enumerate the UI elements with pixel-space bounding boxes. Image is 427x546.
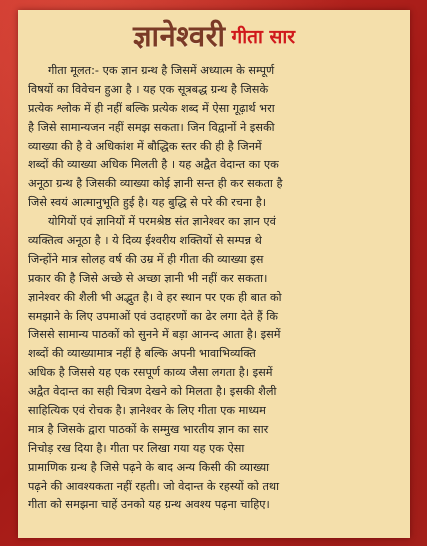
text-line: जिन्होंने मात्र सोलह वर्ष की उम्र में ही गीता की व्याख्या इस [28,252,264,266]
text-line: गीता को समझना चाहें उनको यह ग्रन्थ अवश्य पढ़ना चाहिए। [28,498,270,512]
text-line: पढ़ने की आवश्यकता नहीं रहती। जो वेदान्त के रहस्यों को तथा [28,479,280,493]
text-line: अनूठा ग्रन्थ है जिसकी व्याख्या कोई ज्ञानी सन्त ही कर सकता है [28,177,283,191]
page-title [18,16,410,62]
text-line: प्रकार की है जिसे अच्छे से अच्छा ज्ञानी भी नहीं कर सकता। [28,271,268,285]
text-line: योगियों एवं ज्ञानियों में परमश्रेष्ठ संत ज्ञानेश्वर का ज्ञान एवं [48,215,276,229]
text-line: ज्ञानेश्वर की शैली भी अद्भुत है। वे हर स्थान पर एक ही बात को [28,290,282,304]
text-panel [18,10,410,538]
text-line: निचोड़ रख दिया है। गीता पर लिखा गया यह एक ऐसा [28,441,245,455]
text-line: व्यक्तित्व अनूठा है । ये दिव्य ईश्वरीय शक्तियों से सम्पन्न थे [28,234,262,248]
book-title: ज्ञानेश्वरी [132,19,226,53]
text-line: विषयों का विवेचन हुआ है । यह एक सूत्रबद्ध ग्रन्थ है जिसके [28,82,269,96]
book-subtitle: गीता सार [231,26,296,48]
text-line: समझाने के लिए उपमाओं एवं उदाहरणों का ढेर लगा देते हैं कि [28,309,278,323]
text-line: जिसे स्वयं आत्मानुभूति हुई है। यह बुद्धि से परे की रचना है। [28,196,266,210]
text-line: गीता मूलत:- एक ज्ञान ग्रन्थ है जिसमें अध्यात्म के सम्पूर्ण [48,64,275,77]
body-text [28,62,402,532]
text-line: साहित्यिक एवं रोचक है। ज्ञानेश्वर के लिए गीता एक माध्यम [28,404,266,418]
text-line: व्याख्या की है वे अधिकांश में बौद्धिक स्तर की ही है जिनमें [28,139,262,153]
text-line: प्रामाणिक ग्रन्थ है जिसे पढ़ने के बाद अन्य किसी की व्याख्या [28,460,270,474]
text-line: प्रत्येक श्लोक में ही नहीं बल्कि प्रत्येक शब्द में ऐसा गूढ़ार्थ भरा [28,101,275,115]
paragraph-2 [28,213,402,515]
paragraph-1 [28,62,402,213]
text-line: जिससे सामान्य पाठकों को सुनने में बड़ा आनन्द आता है। इसमें [28,328,281,342]
text-line: शब्दों की व्याख्यामात्र नहीं है बल्कि अपनी भावाभिव्यक्ति [28,347,256,361]
text-line: अद्वैत वेदान्त का सही चित्रण देखने को मिलता है। इसकी शैली [28,385,277,399]
text-line: अधिक है जिससे यह एक रसपूर्ण काव्य जैसा लगता है। इसमें [28,366,273,380]
text-line: शब्दों की व्याख्या अधिक मिलती है । यह अद्वैत वेदान्त का एक [28,158,279,172]
text-line: है जिसे सामान्यजन नहीं समझ सकता। जिन विद्वानों ने इसकी [28,120,275,134]
text-line: मात्र है जिसके द्वारा पाठकों के सम्मुख भारतीय ज्ञान का सार [28,422,269,436]
